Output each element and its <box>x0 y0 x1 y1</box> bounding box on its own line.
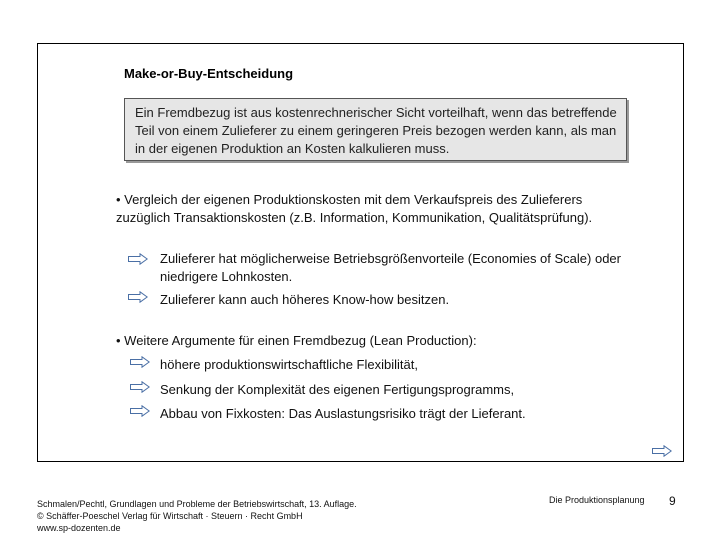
bullet-cost-comparison: • Vergleich der eigenen Produktionskosten mit dem Verkaufspreis des Zulieferers zuzüglich Transaktionskosten (z.B. Information, Kommunikation, Qualitätsprüfung). <box>116 192 593 225</box>
footer-citation <box>37 498 357 534</box>
arrow-right-icon <box>128 291 148 303</box>
footer-chapter: Die Produktionsplanung <box>549 495 645 505</box>
sub-item-complexity: Senkung der Komplexität des eigenen Fertigungsprogramms, <box>160 382 515 397</box>
sub-item-flexibility: höhere produktionswirtschaftliche Flexibilität, <box>160 357 418 372</box>
bullet-further-arguments: • Weitere Argumente für einen Fremdbezug (Lean Production): <box>116 333 477 348</box>
sub-item-fixed-costs: Abbau von Fixkosten: Das Auslastungsrisiko trägt der Lieferant. <box>160 406 526 421</box>
footer-publisher: © Schäffer-Poeschel Verlag für Wirtschaft · Steuern · Recht GmbH <box>37 511 303 521</box>
footer-book-reference: Schmalen/Pechtl, Grundlagen und Probleme der Betriebswirtschaft, 13. Auflage. <box>37 499 357 509</box>
arrow-right-icon <box>128 253 148 265</box>
footer-website: www.sp-dozenten.de <box>37 523 121 533</box>
arrow-right-icon <box>130 381 150 393</box>
sub-item-know-how: Zulieferer kann auch höheres Know-how besitzen. <box>160 292 450 307</box>
arrow-right-icon <box>130 356 150 368</box>
sub-item-economies-of-scale: Zulieferer hat möglicherweise Betriebsgrößenvorteile (Economies of Scale) oder niedrigere Lohnkosten. <box>160 251 621 284</box>
page-number: 9 <box>669 494 676 508</box>
definition-callout: Ein Fremdbezug ist aus kostenrechnerischer Sicht vorteilhaft, wenn das betreffende Teil von einem Zulieferer zu einem geringeren Preis bezogen werden kann, als man in der eigenen Produktion an Kosten kalkulieren muss. <box>124 98 627 161</box>
next-slide-arrow-icon[interactable] <box>652 445 672 457</box>
slide-title: Make-or-Buy-Entscheidung <box>124 66 294 81</box>
arrow-right-icon <box>130 405 150 417</box>
